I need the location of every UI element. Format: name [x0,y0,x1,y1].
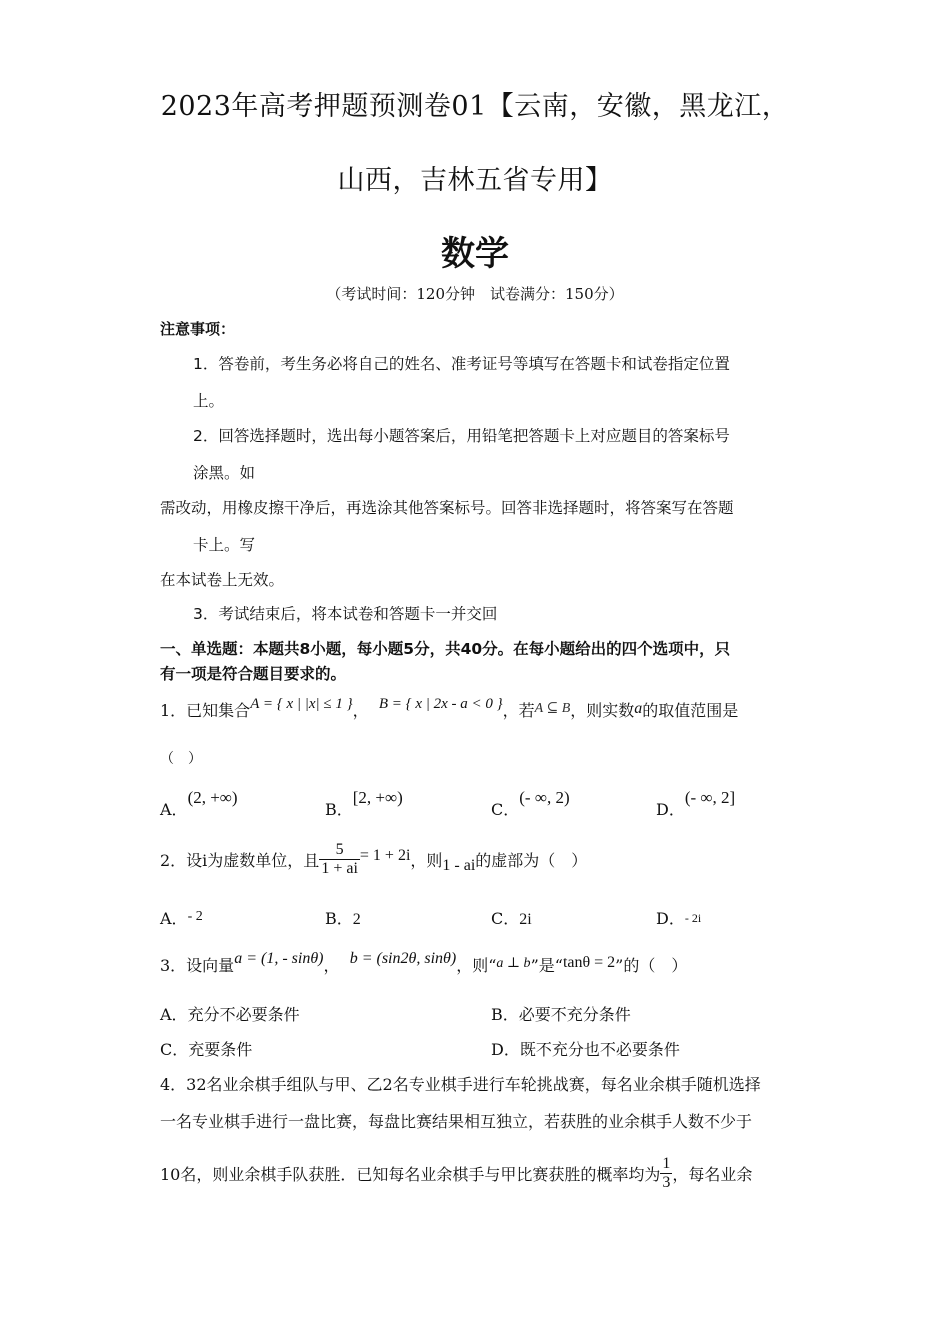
q2-option-b-value: 2 [352,911,361,928]
q3-option-b-label: B． [491,1005,519,1024]
q2-option-a [160,906,203,929]
q2-fraction-denominator: 1 + ai [321,860,358,877]
q2-option-d [656,906,701,929]
q1-option-a-label: A． [160,800,188,819]
q3-suffix: ”的（ ） [615,956,688,975]
q3-option-d-value: 既不充分也不必要条件 [519,1040,680,1059]
section-1-heading-line-2: 有一项是符合题目要求的。 [160,665,347,683]
q1-sep: ， [352,701,369,720]
q1-option-b-label: B． [325,800,353,819]
q3-option-d-label: D． [491,1040,520,1059]
question-4-line-3 [160,1155,752,1192]
q3-mid: ，则“ [456,956,497,975]
q1-mid2: ，则实数 [570,701,635,720]
q2-equation: = 1 + 2i [359,846,411,864]
notice-item-2-line-2: 涂黑。如 [193,464,256,482]
q1-option-a-value: (2, +∞) [187,788,238,807]
notice-item-2-line-4: 卡上。写 [193,536,256,554]
q2-option-a-value: - 2 [187,909,203,924]
q4-line-3-suffix: ，每名业余 [672,1165,753,1184]
notice-item-1-line-2: 上。 [193,392,225,410]
q1-variable: a [634,700,643,717]
q2-option-b-label: B． [325,909,353,928]
q1-condition: A ⊆ B [534,701,571,716]
q1-option-a [160,788,238,820]
q1-mid: ，若 [502,701,535,720]
q2-option-d-value: - 2i [684,911,702,925]
notice-item-1-line-1: 1．答卷前，考生务必将自己的姓名、准考证号等填写在答题卡和试卷指定位置 [193,355,730,373]
q1-option-d-value: (- ∞, 2] [684,788,736,807]
q2-mid: ，则 [410,851,443,870]
q1-set-a: A = { x | |x| ≤ 1 } [250,696,353,712]
q1-option-c [491,788,570,820]
q3-option-d [491,1037,680,1060]
question-1-stem [160,698,738,721]
subject-title: 数学 [441,234,509,274]
q1-option-c-label: C． [491,800,520,819]
q3-sep: ， [323,956,340,975]
notice-heading: 注意事项： [160,320,236,338]
notice-item-2-line-1: 2．回答选择题时，选出每小题答案后，用铅笔把答题卡上对应题目的答案标号 [193,427,730,445]
q2-suffix: 的虚部为（ ） [475,851,588,870]
q2-prefix: 2．设i为虚数单位，且 [160,851,320,870]
q4-line-3-prefix: 10名，则业余棋手队获胜．已知每名业余棋手与甲比赛获胜的概率均为 [160,1165,661,1184]
q3-condition-1: a ⊥ b [496,956,531,971]
paper-title-line2: 山西，吉林五省专用】 [337,165,613,196]
question-4-line-1: 4．32名业余棋手组队与甲、乙2名专业棋手进行车轮挑战赛，每名业余棋手随机选择 [160,1075,761,1094]
q1-suffix: 的取值范围是 [642,701,739,720]
q2-fraction [319,841,360,878]
q1-option-c-value: (- ∞, 2) [519,788,570,807]
q2-expression: 1 - ai [442,856,476,874]
q2-option-b [325,906,361,929]
q3-mid2: ”是“ [530,956,563,975]
q2-fraction-numerator: 5 [335,841,344,858]
q1-option-b-value: [2, +∞) [352,788,403,807]
q3-vector-b: b = (sin2θ, sinθ) [349,950,457,967]
section-1-heading-line-1: 一、单选题：本题共8小题，每小题5分，共40分。在每小题给出的四个选项中，只 [160,640,731,658]
q4-fraction-numerator: 1 [662,1155,671,1172]
q4-fraction [660,1155,672,1192]
paper-title-line1: 2023年高考押题预测卷01【云南，安徽，黑龙江， [160,91,790,122]
q3-option-a-label: A． [160,1005,188,1024]
q3-option-c-label: C． [160,1040,189,1059]
notice-item-2-line-3: 需改动，用橡皮擦干净后，再选涂其他答案标号。回答非选择题时，将答案写在答题 [160,499,734,517]
exam-info: （考试时间：120分钟 试卷满分：150分） [326,285,624,303]
notice-item-3: 3．考试结束后，将本试卷和答题卡一并交回 [193,605,498,623]
q4-fraction-denominator: 3 [662,1174,671,1191]
q2-option-a-label: A． [160,909,188,928]
q2-option-c [491,906,532,929]
question-3-stem [160,950,688,976]
q3-vector-a: a = (1, - sinθ) [234,950,324,967]
q3-option-c [160,1037,252,1060]
q3-option-a [160,1002,300,1025]
q1-option-b [325,788,403,820]
notice-item-2-line-5: 在本试卷上无效。 [160,571,285,589]
q3-prefix: 3．设向量 [160,956,235,975]
q1-set-b: B = { x | 2x - a < 0 } [378,696,503,712]
q2-option-d-label: D． [656,909,685,928]
q1-answer-paren: （ ） [160,751,202,767]
q3-option-b [491,1002,631,1025]
q1-option-d-label: D． [656,800,685,819]
q2-option-c-value: 2i [519,911,532,928]
q1-option-d [656,788,736,820]
question-4-line-2: 一名专业棋手进行一盘比赛，每盘比赛结果相互独立，若获胜的业余棋手人数不少于 [160,1112,753,1131]
question-2-stem [160,841,587,878]
q3-option-a-value: 充分不必要条件 [187,1005,300,1024]
q3-option-b-value: 必要不充分条件 [518,1005,631,1024]
q1-prefix: 1．已知集合 [160,701,251,720]
q3-condition-2: tanθ = 2 [562,954,616,971]
q3-option-c-value: 充要条件 [188,1040,253,1059]
q2-option-c-label: C． [491,909,520,928]
